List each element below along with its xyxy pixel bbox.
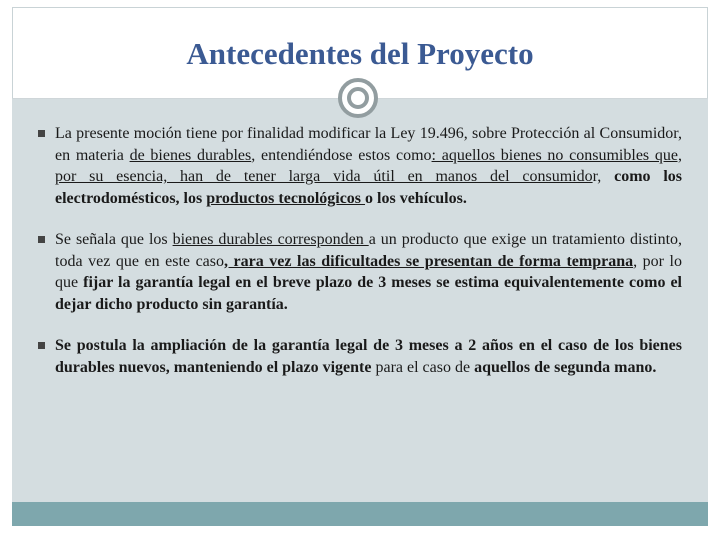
bullet-segment: aquellos de segunda mano. <box>474 358 657 376</box>
bullet-text <box>55 125 682 207</box>
bullet-item <box>38 335 682 378</box>
slide-title: Antecedentes del Proyecto <box>186 36 534 71</box>
bullet-segment: : aquellos bienes no consumibles que, por su esencia, han de tener larga vida útil en manos del consumido <box>55 146 682 185</box>
square-bullet-icon <box>38 236 45 243</box>
bullet-segment: Se postula la ampliación de la garantía legal de 3 meses a 2 años en el caso de los bienes durables nuevos, manteniendo el plazo vigente <box>55 337 682 376</box>
bullet-list <box>38 123 682 398</box>
square-bullet-icon <box>38 342 45 349</box>
bullet-segment: como los electrodomésticos, los <box>55 168 683 207</box>
footer-band <box>12 502 708 526</box>
bullet-segment: o los vehículos. <box>365 189 467 207</box>
bullet-segment: r, <box>592 168 615 185</box>
bullet-segment: , por lo que <box>55 252 682 291</box>
ring-inner-icon <box>347 87 369 109</box>
bullet-segment: a un producto que exige un tratamiento distinto, toda vez que en este caso <box>55 231 683 270</box>
bullet-item <box>38 229 682 315</box>
ring-ornament-icon <box>338 78 378 118</box>
bullet-segment: fijar la garantía legal en el breve plazo de 3 meses se estima equivalentemente como el dejar dicho producto sin garantía. <box>55 274 682 313</box>
footer-rule <box>12 526 708 530</box>
bullet-segment: , entendiéndose estos como <box>251 146 432 164</box>
bullet-segment: bienes durables corresponden <box>172 231 369 248</box>
bullet-segment: productos tecnológicos <box>206 189 366 207</box>
bullet-segment: para el caso de <box>375 358 475 376</box>
bullet-segment: , rara vez las dificultades se presentan de forma temprana <box>224 252 634 270</box>
bullet-text <box>55 231 682 313</box>
bullet-item <box>38 123 682 209</box>
bullet-segment: Se señala que los <box>55 231 173 248</box>
square-bullet-icon <box>38 130 45 137</box>
bullet-segment: de bienes durables <box>129 146 252 164</box>
bullet-segment: La presente moción tiene por finalidad modificar la Ley 19.496, sobre Protección al Consumidor, en materia <box>55 125 682 164</box>
bullet-text <box>55 337 682 376</box>
